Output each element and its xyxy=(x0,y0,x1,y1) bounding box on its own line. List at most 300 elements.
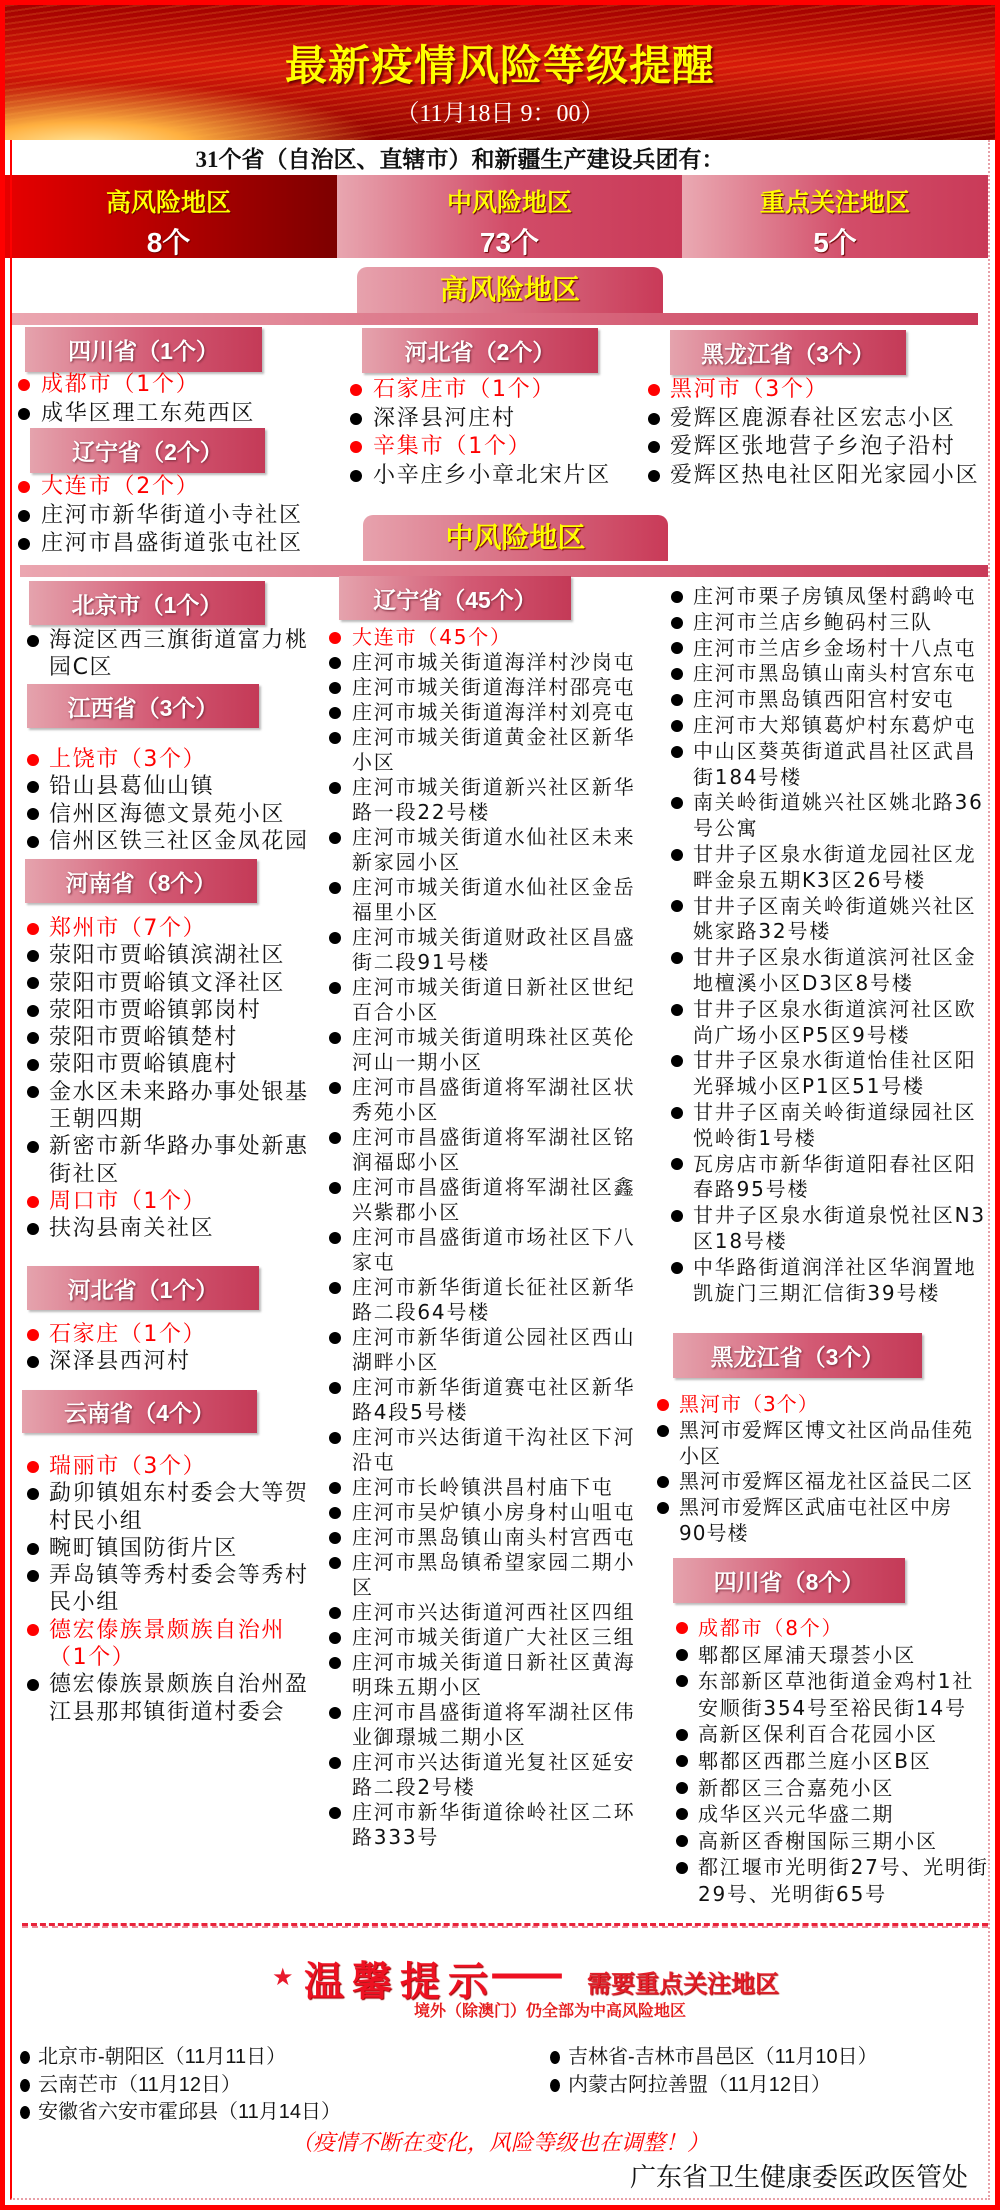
area-list xyxy=(49,1453,317,1726)
list-item xyxy=(670,405,1000,434)
bullet-icon xyxy=(18,538,30,550)
bullet-icon xyxy=(671,900,683,912)
list-item-text: 甘井子区泉水街道怡佳社区阳光驿城小区P1区51号楼 xyxy=(693,1048,977,1099)
tips-note: 境外（除澳门）仍全部为中高风险地区 xyxy=(413,2003,686,2020)
list-item-text: 高新区香榭国际三期小区 xyxy=(698,1828,938,1853)
list-item xyxy=(352,1425,644,1475)
list-item xyxy=(352,1650,644,1700)
list-item-text: 庄河市城关街道水仙社区金岳福里小区 xyxy=(352,875,636,924)
list-item-text: 都江堰市光明街27号、光明街29号、光明街65号 xyxy=(698,1855,989,1906)
bullet-icon xyxy=(671,694,683,706)
province-header: 河北省（2个） xyxy=(362,328,598,373)
list-item xyxy=(698,1854,994,1907)
list-item-text: 庄河市昌盛街道张屯社区 xyxy=(41,531,303,556)
list-item xyxy=(49,801,317,828)
list-item-text: 甘井子区泉水街道泉悦社区N3区18号楼 xyxy=(693,1203,986,1253)
bullet-icon xyxy=(329,832,341,844)
list-item-text: 庄河市兰店乡鲍码村三队 xyxy=(693,609,933,634)
bullet-icon xyxy=(671,720,683,732)
bullet-icon xyxy=(27,1543,39,1555)
city-item-text: 石家庄（1个） xyxy=(49,1322,207,1347)
list-item-text: 中山区葵英街道武昌社区武昌街184号楼 xyxy=(693,738,977,789)
summary-label: 重点关注地区 xyxy=(759,189,910,217)
list-item xyxy=(352,775,644,825)
bullet-icon xyxy=(27,1679,39,1691)
list-item-text: 庄河市昌盛街道将军湖社区状秀苑小区 xyxy=(352,1075,636,1124)
list-item-text: 铅山县葛仙山镇 xyxy=(49,774,215,800)
bullet-icon xyxy=(329,1382,341,1394)
city-item xyxy=(373,376,693,405)
list-item-text: 深泽县西河村 xyxy=(49,1349,191,1375)
province-header: 北京市（1个） xyxy=(29,581,265,625)
city-item-text: 石家庄市（1个） xyxy=(373,377,556,402)
list-item xyxy=(49,1671,317,1726)
list-item xyxy=(352,1500,644,1525)
list-item-text: 扶沟县南关社区 xyxy=(49,1216,215,1242)
list-item-text: 庄河市兴达街道光复社区延安路二段2号楼 xyxy=(352,1750,636,1799)
city-item-text: 瑞丽市（3个） xyxy=(49,1454,207,1479)
province-header: 黑龙江省（3个） xyxy=(673,1333,922,1378)
list-item xyxy=(698,1642,994,1669)
list-item xyxy=(352,925,644,975)
bullet-icon xyxy=(671,617,683,629)
key-attention-text: 北京市-朝阳区（11月11日） xyxy=(38,2046,287,2068)
area-list xyxy=(670,376,1000,490)
list-item xyxy=(693,894,989,946)
list-item xyxy=(352,1800,644,1850)
city-item xyxy=(49,915,317,942)
list-item-text: 庄河市城关街道水仙社区未来新家园小区 xyxy=(352,825,636,874)
key-attention-text: 安徽省六安市霍邱县（11月14日） xyxy=(38,2101,342,2123)
list-item-text: 郫都区犀浦天璟荟小区 xyxy=(698,1642,916,1667)
bullet-icon xyxy=(550,2051,560,2064)
summary-high-risk xyxy=(0,175,337,258)
red-bullet-icon xyxy=(18,379,30,391)
list-item xyxy=(693,790,989,842)
bullet-icon xyxy=(20,2106,30,2119)
bullet-icon xyxy=(18,408,30,420)
bullet-icon xyxy=(329,1282,341,1294)
city-item xyxy=(49,1188,317,1215)
bullet-icon xyxy=(27,1005,39,1017)
list-item-text: 庄河市新华街道公园社区西山湖畔小区 xyxy=(352,1325,636,1374)
bullet-icon xyxy=(671,849,683,861)
bullet-icon xyxy=(671,591,683,603)
bullet-icon xyxy=(676,1862,688,1874)
list-item xyxy=(49,1051,317,1078)
list-item xyxy=(352,1475,644,1500)
list-item xyxy=(670,433,1000,462)
list-item-text: 庄河市城关街道海洋村邵亮屯 xyxy=(352,675,636,699)
list-item xyxy=(49,942,317,969)
bullet-icon xyxy=(27,836,39,848)
province-header: 辽宁省（45个） xyxy=(339,576,571,620)
area-list xyxy=(41,371,361,428)
bullet-icon xyxy=(671,1107,683,1119)
list-item-text: 庄河市兴达街道河西社区四组 xyxy=(352,1600,636,1624)
list-item-text: 爱辉区张地营子乡泡子沿村 xyxy=(670,434,956,459)
list-item xyxy=(352,675,644,700)
summary-label: 中风险地区 xyxy=(446,189,572,217)
list-item xyxy=(49,1480,317,1535)
list-item-text: 中华路街道润洋社区华润置地凯旋门三期汇信街39号楼 xyxy=(693,1254,977,1305)
list-item xyxy=(679,1469,979,1495)
key-attention-item xyxy=(550,2068,831,2097)
bullet-icon xyxy=(676,1729,688,1741)
bullet-icon xyxy=(676,1782,688,1794)
bullet-icon xyxy=(27,1086,39,1098)
list-item xyxy=(693,842,989,894)
area-list xyxy=(352,625,644,1850)
bullet-icon xyxy=(671,1004,683,1016)
list-item xyxy=(49,1024,317,1051)
list-item-text: 德宏傣族景颇族自治州盈江县那邦镇街道村委会 xyxy=(49,1672,309,1725)
area-list xyxy=(49,1321,317,1376)
bullet-icon xyxy=(27,1141,39,1153)
key-attention-item xyxy=(20,2040,286,2069)
list-item xyxy=(352,700,644,725)
bullet-icon xyxy=(671,797,683,809)
list-item xyxy=(352,650,644,675)
bullet-icon xyxy=(329,1232,341,1244)
city-item xyxy=(679,1392,979,1418)
list-item xyxy=(693,661,989,687)
list-item-text: 爱辉区热电社区阳光家园小区 xyxy=(670,462,980,488)
area-list xyxy=(49,746,317,855)
list-item xyxy=(49,773,317,800)
list-item-text: 爱辉区鹿源春社区宏志小区 xyxy=(670,405,956,431)
list-item-text: 荥阳市贾峪镇郭岗村 xyxy=(49,997,262,1023)
bullet-icon xyxy=(329,732,341,744)
bullet-icon xyxy=(27,1223,39,1235)
province-header: 黑龙江省（3个） xyxy=(670,330,906,375)
list-item-text: 成华区理工东苑西区 xyxy=(41,400,256,426)
bullet-icon xyxy=(329,1082,341,1094)
list-item-text: 庄河市城关街道黄金社区新华小区 xyxy=(352,725,636,774)
summary-count: 73个 xyxy=(479,227,540,258)
bullet-icon xyxy=(657,1502,669,1514)
province-header: 河南省（8个） xyxy=(25,859,257,903)
bullet-icon xyxy=(20,2079,30,2092)
bullet-icon xyxy=(329,1607,341,1619)
list-item-text: 庄河市新华街道赛屯社区新华路4段5号楼 xyxy=(352,1375,636,1424)
list-item xyxy=(352,1525,644,1550)
tips-subtitle: 需要重点关注地区 xyxy=(587,1971,779,1998)
red-bullet-icon xyxy=(18,481,30,493)
medium-risk-section-title: 中风险地区 xyxy=(363,515,668,561)
list-item-text: 甘井子区泉水街道滨河社区欧尚广场小区P5区9号楼 xyxy=(693,996,977,1047)
list-item xyxy=(352,1375,644,1425)
city-item xyxy=(41,371,361,400)
key-attention-text: 内蒙古阿拉善盟（11月12日） xyxy=(568,2073,832,2096)
list-item-text: 庄河市黑岛镇山南头村宫东屯 xyxy=(693,661,977,686)
bullet-icon xyxy=(329,682,341,694)
list-item xyxy=(693,1152,989,1204)
list-item xyxy=(693,945,989,997)
list-item-text: 庄河市长岭镇洪昌村庙下屯 xyxy=(352,1475,614,1499)
list-item xyxy=(352,825,644,875)
list-item-text: 小辛庄乡小章北宋片区 xyxy=(373,462,612,488)
list-item-text: 荥阳市贾峪镇鹿村 xyxy=(49,1052,238,1078)
list-item xyxy=(693,1048,989,1100)
bullet-icon xyxy=(671,1262,683,1274)
city-item xyxy=(41,473,361,502)
bullet-icon xyxy=(657,1425,669,1437)
list-item xyxy=(41,530,361,559)
city-item-text: 大连市（45个） xyxy=(352,625,512,649)
bullet-icon xyxy=(671,668,683,680)
red-bullet-icon xyxy=(676,1622,688,1634)
city-item-text: 黑河市（3个） xyxy=(670,377,829,402)
key-attention-item xyxy=(20,2095,341,2124)
area-list xyxy=(373,376,693,490)
list-item-text: 信州区铁三社区金凤花园 xyxy=(49,828,309,854)
list-item-text: 南关岭街道姚兴社区姚北路36号公寓 xyxy=(693,790,984,841)
province-header: 辽宁省（2个） xyxy=(30,428,265,473)
warning-text: （疫情不断在变化，风险等级也在调整！） xyxy=(290,2131,709,2156)
list-item-text: 甘井子区南关岭街道姚兴社区姚家路32号楼 xyxy=(693,893,977,944)
bullet-icon xyxy=(27,635,39,647)
red-bullet-icon xyxy=(27,1461,39,1473)
list-item xyxy=(670,462,1000,491)
bullet-icon xyxy=(350,470,362,482)
list-item xyxy=(352,1700,644,1750)
list-item-text: 庄河市昌盛街道将军湖社区伟业御璟城二期小区 xyxy=(352,1700,636,1749)
list-item xyxy=(679,1495,979,1547)
summary-intro: 31个省（自治区、直辖市）和新疆生产建设兵团有： xyxy=(195,147,725,172)
bullet-icon xyxy=(329,1532,341,1544)
list-item xyxy=(679,1418,979,1470)
province-header: 江西省（3个） xyxy=(27,684,259,728)
bullet-icon xyxy=(329,1332,341,1344)
list-item-text: 庄河市城关街道广大社区三组 xyxy=(352,1625,636,1649)
update-datetime: （11月18日 9：00） xyxy=(395,101,605,127)
city-item xyxy=(49,746,317,773)
list-item-text: 甘井子区泉水街道滨河社区金地檀溪小区D3区8号楼 xyxy=(693,945,977,995)
list-item-text: 庄河市城关街道财政社区昌盛街二段91号楼 xyxy=(352,925,636,974)
area-list xyxy=(693,584,989,1306)
list-item xyxy=(698,1775,994,1802)
list-item-text: 荥阳市贾峪镇滨湖社区 xyxy=(49,943,286,969)
list-item xyxy=(41,400,361,429)
list-item-text: 荥阳市贾峪镇楚村 xyxy=(49,1025,238,1051)
bullet-icon xyxy=(648,470,660,482)
list-item xyxy=(352,1275,644,1325)
list-item xyxy=(49,1133,317,1188)
list-item xyxy=(698,1721,994,1748)
bullet-icon xyxy=(350,413,362,425)
list-item xyxy=(693,713,989,739)
bullet-icon xyxy=(329,1432,341,1444)
list-item xyxy=(41,502,361,531)
list-item-text: 庄河市城关街道新兴社区新华路一段22号楼 xyxy=(352,775,636,824)
bullet-icon xyxy=(329,1482,341,1494)
bullet-icon xyxy=(676,1755,688,1767)
key-attention-text: 吉林省-吉林市昌邑区（11月10日） xyxy=(568,2046,878,2068)
bullet-icon xyxy=(27,1488,39,1500)
province-header: 云南省（4个） xyxy=(22,1390,257,1433)
city-item xyxy=(352,625,644,650)
bullet-icon xyxy=(27,1570,39,1582)
list-item-text: 金水区未来路办事处银基王朝四期 xyxy=(49,1079,309,1133)
bullet-icon xyxy=(671,1210,683,1222)
bullet-icon xyxy=(329,707,341,719)
bullet-icon xyxy=(329,882,341,894)
bullet-icon xyxy=(676,1808,688,1820)
red-bullet-icon xyxy=(27,754,39,766)
list-item xyxy=(352,1225,644,1275)
bullet-icon xyxy=(27,977,39,989)
city-item-text: 周口市（1个） xyxy=(49,1188,207,1214)
area-list xyxy=(679,1392,979,1547)
list-item xyxy=(693,584,989,610)
list-item-text: 庄河市兰店乡金场村十八点屯 xyxy=(693,635,977,660)
list-item xyxy=(698,1801,994,1828)
bullet-icon xyxy=(550,2079,560,2092)
list-item-text: 庄河市兴达街道干沟社区下河沿屯 xyxy=(352,1425,636,1474)
bullet-icon xyxy=(676,1835,688,1847)
bullet-icon xyxy=(329,982,341,994)
area-list xyxy=(698,1615,994,1908)
city-item xyxy=(698,1615,994,1642)
red-bullet-icon xyxy=(329,632,341,644)
list-item xyxy=(49,970,317,997)
list-item xyxy=(352,1125,644,1175)
section-divider xyxy=(12,313,978,325)
bullet-icon xyxy=(18,510,30,522)
star-icon: ★ xyxy=(272,1963,294,1991)
bullet-icon xyxy=(329,782,341,794)
red-bullet-icon xyxy=(657,1399,669,1411)
list-item-text: 庄河市黑岛镇希望家园二期小区 xyxy=(352,1550,636,1599)
summary-key-attention xyxy=(682,175,988,258)
list-item xyxy=(698,1748,994,1775)
list-item xyxy=(49,1562,317,1617)
bullet-icon xyxy=(329,1807,341,1819)
list-item xyxy=(698,1828,994,1855)
list-item xyxy=(352,1325,644,1375)
list-item-text: 庄河市新华街道徐岭社区二环路333号 xyxy=(352,1800,636,1849)
city-item-text: 黑河市（3个） xyxy=(679,1392,819,1416)
list-item xyxy=(373,405,693,434)
city-item-text: 德宏傣族景颇族自治州（1个） xyxy=(49,1617,286,1671)
summary-count: 8个 xyxy=(146,227,191,258)
list-item-text: 庄河市黑岛镇西阳宫村安屯 xyxy=(693,687,955,712)
red-bullet-icon xyxy=(27,1196,39,1208)
bullet-icon xyxy=(329,1657,341,1669)
list-item-text: 成华区兴元华盛二期 xyxy=(698,1802,895,1827)
bullet-icon xyxy=(329,1757,341,1769)
red-bullet-icon xyxy=(350,441,362,453)
list-item xyxy=(352,1625,644,1650)
list-item-text: 深泽县河庄村 xyxy=(373,405,516,431)
summary-medium-risk xyxy=(337,175,682,258)
list-item xyxy=(352,1550,644,1600)
list-item xyxy=(373,462,693,491)
list-item-text: 庄河市昌盛街道将军湖社区铭润福邸小区 xyxy=(352,1125,636,1174)
list-item-text: 东部新区草池街道金鸡村1社安顺街354号至裕民街14号 xyxy=(698,1669,975,1720)
city-item xyxy=(49,1321,317,1348)
bullet-icon xyxy=(329,1032,341,1044)
summary-count: 5个 xyxy=(813,227,857,258)
tips-title: 温馨提示 xyxy=(304,1959,496,2005)
area-list xyxy=(41,473,361,559)
list-item-text: 瓦房店市新华街道阳春社区阳春路95号楼 xyxy=(693,1151,977,1202)
list-item-text: 黑河市爱辉区武庙屯社区中房90号楼 xyxy=(679,1495,952,1545)
bullet-icon xyxy=(648,413,660,425)
bullet-icon xyxy=(671,952,683,964)
list-item-text: 信州区海德文景苑小区 xyxy=(49,801,286,827)
list-item-text: 庄河市昌盛街道将军湖社区鑫兴紫郡小区 xyxy=(352,1175,636,1224)
city-item-text: 郑州市（7个） xyxy=(49,916,207,941)
list-item-text: 荥阳市贾峪镇文泽社区 xyxy=(49,970,286,996)
list-item-text: 甘井子区南关岭街道绿园社区悦岭街1号楼 xyxy=(693,1099,977,1150)
red-bullet-icon xyxy=(27,1624,39,1636)
dashed-divider xyxy=(22,1923,988,1928)
page-title: 最新疫情风险等级提醒 xyxy=(284,41,715,90)
list-item xyxy=(352,1175,644,1225)
city-item-text: 辛集市（1个） xyxy=(373,434,532,459)
list-item-text: 海淀区西三旗街道富力桃园C区 xyxy=(49,628,309,681)
list-item-text: 勐卯镇姐东村委会大等贺村民小组 xyxy=(49,1481,309,1534)
red-bullet-icon xyxy=(27,923,39,935)
key-attention-item xyxy=(20,2068,241,2097)
list-item xyxy=(698,1668,994,1721)
key-attention-item xyxy=(550,2040,878,2069)
list-item-text: 庄河市栗子房镇凤堡村鹞岭屯 xyxy=(693,584,977,608)
list-item xyxy=(693,687,989,713)
city-item xyxy=(373,433,693,462)
list-item-text: 庄河市城关街道日新社区黄海明珠五期小区 xyxy=(352,1650,636,1699)
list-item-text: 甘井子区泉水街道龙园社区龙畔金泉五期K3区26号楼 xyxy=(693,841,977,892)
list-item xyxy=(352,1750,644,1800)
list-item xyxy=(49,997,317,1024)
bullet-icon xyxy=(676,1675,688,1687)
bullet-icon xyxy=(20,2051,30,2064)
list-item xyxy=(49,828,317,855)
bullet-icon xyxy=(671,1055,683,1067)
list-item-text: 庄河市城关街道日新社区世纪百合小区 xyxy=(352,975,636,1024)
bullet-icon xyxy=(329,1557,341,1569)
bullet-icon xyxy=(657,1476,669,1488)
list-item xyxy=(352,1075,644,1125)
list-item xyxy=(352,875,644,925)
city-item xyxy=(670,376,1000,405)
bullet-icon xyxy=(676,1649,688,1661)
bullet-icon xyxy=(27,1356,39,1368)
list-item xyxy=(49,1535,317,1562)
tips-dash: —— xyxy=(490,1951,558,1997)
bullet-icon xyxy=(329,657,341,669)
list-item xyxy=(49,1215,317,1242)
list-item xyxy=(49,627,317,682)
list-item-text: 黑河市爱辉区博文社区尚品佳苑小区 xyxy=(679,1417,973,1468)
bullet-icon xyxy=(329,1182,341,1194)
list-item-text: 庄河市吴炉镇小房身村山咀屯 xyxy=(352,1500,636,1524)
list-item-text: 黑河市爱辉区福龙社区益民二区 xyxy=(679,1469,973,1494)
city-item-text: 成都市（1个） xyxy=(41,372,200,397)
bullet-icon xyxy=(27,781,39,793)
city-item-text: 成都市（8个） xyxy=(698,1616,844,1640)
city-item-text: 大连市（2个） xyxy=(41,474,200,499)
list-item xyxy=(693,636,989,662)
bullet-icon xyxy=(329,1507,341,1519)
bullet-icon xyxy=(27,808,39,820)
province-header: 四川省（1个） xyxy=(25,327,262,372)
area-list xyxy=(49,915,317,1243)
list-item xyxy=(693,1203,989,1255)
list-item-text: 新都区三合嘉苑小区 xyxy=(698,1775,895,1800)
